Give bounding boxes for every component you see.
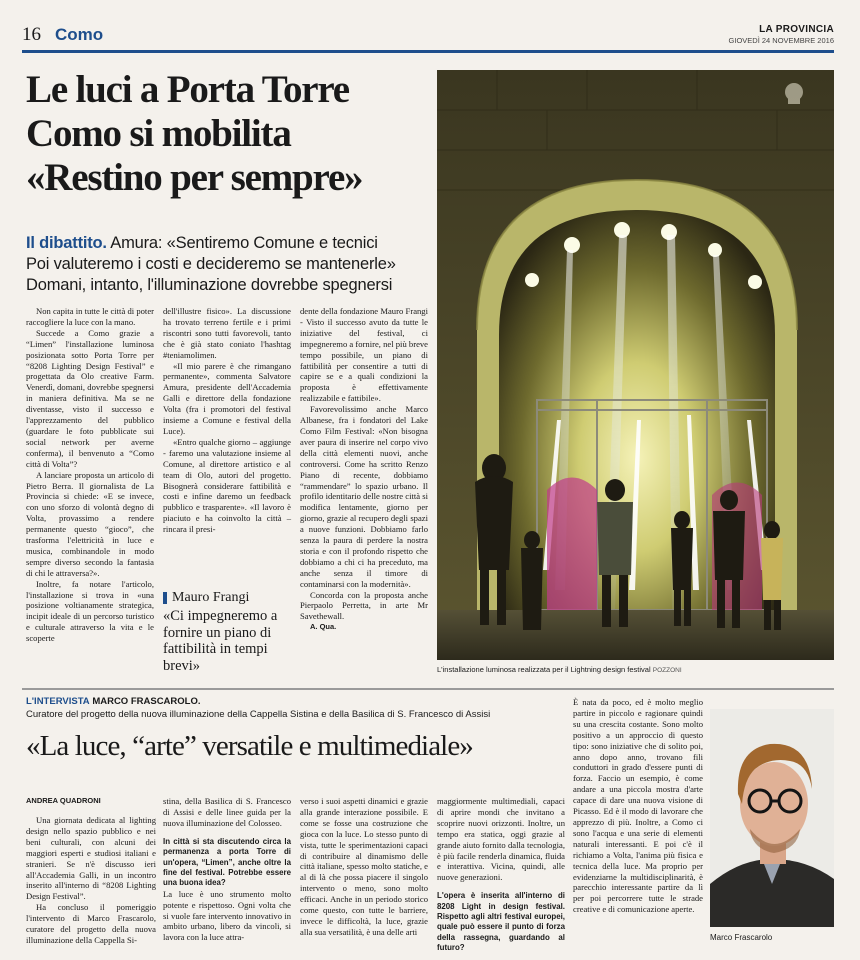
paragraph: Ha concluso il pomeriggio l'intervento di Marco Frascarolo, curatore del progetto della nuova illuminazione della Cappella Si- bbox=[26, 902, 156, 945]
paragraph: verso i suoi aspetti dinamici e grazie alla grande interazione possibile. E come se fosse una costruzione che gioca con la luce. Lo stesso punto di vista, tutte le sperimentazioni capaci di contribuire al dinamismo delle città italiane, spesso molto statiche, e al di là che possa piacere il singolo intervento o meno, sono molto efficaci. Anche in un periodo storico come questo, con tutte le barriere, invece le difficoltà, la luce, grazie alla sua versatilità, è una delle arti bbox=[300, 796, 428, 937]
paragraph: Inoltre, fa notare l'articolo, l'installazione si trova in «una posizione voltianamente strategica, incipit ideale di un percorso turistico e culturale attraverso la vita e le scoperte bbox=[26, 578, 154, 644]
signature: A. Qua. bbox=[310, 622, 337, 632]
headline-line: «Restino per sempre» bbox=[26, 156, 363, 199]
paragraph: dente della fondazione Mauro Frangi - Visto il successo avuto da tutte le iniziative del festival, ci impegneremo a fornire, nel più breve tempo possibile, un piano di fattibilità per consentire a tutti di capire se e a quali condizioni la proposta è effettivamente realizzabile e fattibile». bbox=[300, 306, 428, 404]
article2-column-1 bbox=[26, 815, 156, 946]
interview-question: L'opera è inserita all'interno di 8208 Light in design festival. Rispetto agli altri festival europei, quale può essere il punto di forza della rassegna, guardando al futuro? bbox=[437, 891, 565, 953]
kicker-label: L'INTERVISTA bbox=[26, 696, 90, 707]
paragraph: È nata da poco, ed è molto meglio partire in piccolo e ragionare quindi su una crescita costante. Sono molto positivo a un approccio di questo tipo: sono iniziative che di solito poi, anno dopo anno, trovano fili conduttori in grado d'essere punti di forza. Faccio un esempio, è come andare a una piccola mostra d'arte capace di dare una nuova visione di Picasso. Ed è il modo di lavorare che apprezzo di più. Inoltre, a Como ci sono l'acqua e una serie di elementi naturali interessanti. E poi c'è il richiamo a Volta, l'anima più fisica e tecnica della luce. Ma proprio per evidenziarne la multidisciplinarità, è parecchio interessante partire da lì per poi percorrere tutte le strade creative e di comunicazione aperte. bbox=[573, 697, 703, 915]
interview-headline: «La luce, “arte” versatile e multimediale» bbox=[26, 730, 473, 762]
paragraph: Una giornata dedicata al lighting design nello spazio pubblico e nei beni culturali, con alcuni dei maggiori esperti e studiosi italiani e stranieri. Se n'è discusso ieri all'Accademia Galli, in un incontro inserito all'interno di “8208 Lighting Design Festival”. bbox=[26, 815, 156, 902]
person-portrait-illustration bbox=[710, 709, 834, 927]
interview-subtitle: Curatore del progetto della nuova illuminazione della Cappella Sistina e della Basilica di S. Francesco di Assisi bbox=[26, 709, 491, 720]
interview-question: In città si sta discutendo circa la permanenza a porta Torre di un'opera, “Limen”, anche oltre la fine del festival. Potrebbe essere una buona idea? bbox=[163, 836, 291, 888]
paragraph: Non capita in tutte le città di poter raccogliere la luce con la mano. bbox=[26, 306, 154, 327]
deck-line: Amura: «Sentiremo Comune e tecnici bbox=[110, 234, 378, 252]
section-name: Como bbox=[55, 25, 104, 44]
kicker-name: MARCO FRASCAROLO. bbox=[92, 696, 201, 707]
deck-kicker: Il dibattito. bbox=[26, 234, 107, 252]
porta-torre-photo bbox=[437, 70, 834, 660]
headline bbox=[26, 68, 426, 200]
paragraph: «Il mio parere è che rimangano permanente», commenta Salvatore Amura, presidente dell'Accademia Galli e direttore della fondazione Volta (fra i promotori del festival insieme a Comune e festival della Luce). bbox=[163, 360, 291, 436]
deck-line: Poi valuteremo i costi e decideremo se mantenerle» bbox=[26, 255, 396, 273]
page-number: 16 bbox=[22, 24, 41, 45]
photo-credit: POZZONI bbox=[652, 667, 682, 674]
article1-column-1 bbox=[26, 306, 154, 644]
portrait-caption: Marco Frascarolo bbox=[710, 933, 773, 942]
paragraph: A lanciare proposta un articolo di Pietro Berra. Il giornalista de La Provincia si chiede: «E se invece, con uno sforzo di volontà degno di Volta, provassimo a rendere permanente questo “gioco”, che trasforma l'elettricità in luce e musica, combinandole in modo sempre diverso secondo la fantasia di chi le attraversa?». bbox=[26, 469, 154, 578]
photo-caption-text: L'installazione luminosa realizzata per il Lightning design festival bbox=[437, 665, 651, 674]
headline-line: Le luci a Porta Torre bbox=[26, 68, 349, 111]
article1-column-3 bbox=[300, 306, 428, 633]
photo-caption bbox=[437, 665, 834, 674]
masthead: LA PROVINCIA bbox=[759, 24, 834, 35]
paragraph: Concorda con la proposta anche Pierpaolo Perretta, in arte Mr Savethewall. bbox=[300, 589, 428, 622]
section-divider bbox=[22, 688, 834, 690]
paragraph: maggiormente multimediali, capaci di aprire mondi che invitano a scoprire nuovi orizzonti. Inoltre, un tempo era statica, oggi grazie al grande aiuto fornito dalla tecnologia, è più facile renderla dinamica, fluida e interattiva. Vicina, quindi, alle nuove generazioni. bbox=[437, 796, 565, 883]
article2-column-5 bbox=[573, 697, 703, 915]
paragraph: «Entro qualche giorno – aggiunge - faremo una valutazione insieme al Comune, al direttore artistico e al team di Olo, autori del progetto. Bisognerà considerare fattibilità e costi e infine daremo un feedback pubblico e trasparente». «Il lavoro è piaciuto e ha coinvolto la città – rincara il presi- bbox=[163, 436, 291, 535]
portrait-photo bbox=[710, 709, 834, 927]
headline-line: Como si mobilita bbox=[26, 112, 291, 155]
paragraph: stina, della Basilica di S. Francesco di Assisi e delle linee guida per la nuova illuminazione del Colosseo. bbox=[163, 796, 291, 828]
header-rule bbox=[22, 50, 834, 53]
pull-quote bbox=[163, 590, 291, 674]
pull-quote-marker bbox=[163, 592, 167, 604]
porta-torre-illustration bbox=[437, 70, 834, 660]
paragraph: Favorevolissimo anche Marco Albanese, fra i fondatori del Lake Como Film Festival: «Non bisogna aver paura di inserire nel corpo vivo della città elementi nuovi, anche controversi. Come ha scritto Renzo Piano di recente, dobbiamo “rammendare” lo spazio urbano. Il profilo identitario delle nostre città si modifica lentamente, giorno per giorno, grazie al recupero degli spazi a nuove funzioni. Dobbiamo farlo senza la paura di perdere la nostra storia e con il profondo rispetto che dobbiamo a chi ci ha preceduto, ma anche senza il timore di contaminarsi con la modernità». bbox=[300, 404, 428, 589]
deck bbox=[26, 233, 431, 296]
paragraph: dell'illustre fisico». La discussione ha trovato terreno fertile e i primi riscontri sono tutti favorevoli, tanto che è già stato coniato l'hashtag #teniamolimen. bbox=[163, 306, 291, 360]
article2-column-2 bbox=[163, 796, 291, 943]
interview-kicker bbox=[26, 696, 201, 707]
pull-quote-name: Mauro Frangi bbox=[172, 590, 250, 605]
pull-quote-text: «Ci impegneremo a fornire un piano di fattibilità in tempi brevi» bbox=[163, 608, 278, 674]
article2-column-4 bbox=[437, 796, 565, 954]
byline: ANDREA QUADRONI bbox=[26, 796, 101, 805]
article1-column-2 bbox=[163, 306, 291, 535]
deck-line: Domani, intanto, l'illuminazione dovrebbe spegnersi bbox=[26, 276, 393, 294]
issue-date: GIOVEDÌ 24 NOVEMBRE 2016 bbox=[728, 36, 834, 45]
paragraph: La luce è uno strumento molto potente e rispettoso. Ogni volta che si vuole fare intervento innovativo in ambito urbano, libero da vincoli, si lavora con la luce attra- bbox=[163, 888, 291, 943]
article2-column-3 bbox=[300, 796, 428, 938]
paragraph: Succede a Como grazie a “Limen” l'installazione luminosa posizionata sotto Porta Torre per “8208 Lighting Design Festival” e progettata da Olo creative Farm. Venerdì, domani, dovrebbe spegnersi in maniera definitiva. Ma se ne diventasse, visto il successo e l'apprezzamento del pubblico (guardare le foto pubblicate sui social network per averne conferma), il benvenuto a “Como città di Volta”? bbox=[26, 327, 154, 469]
